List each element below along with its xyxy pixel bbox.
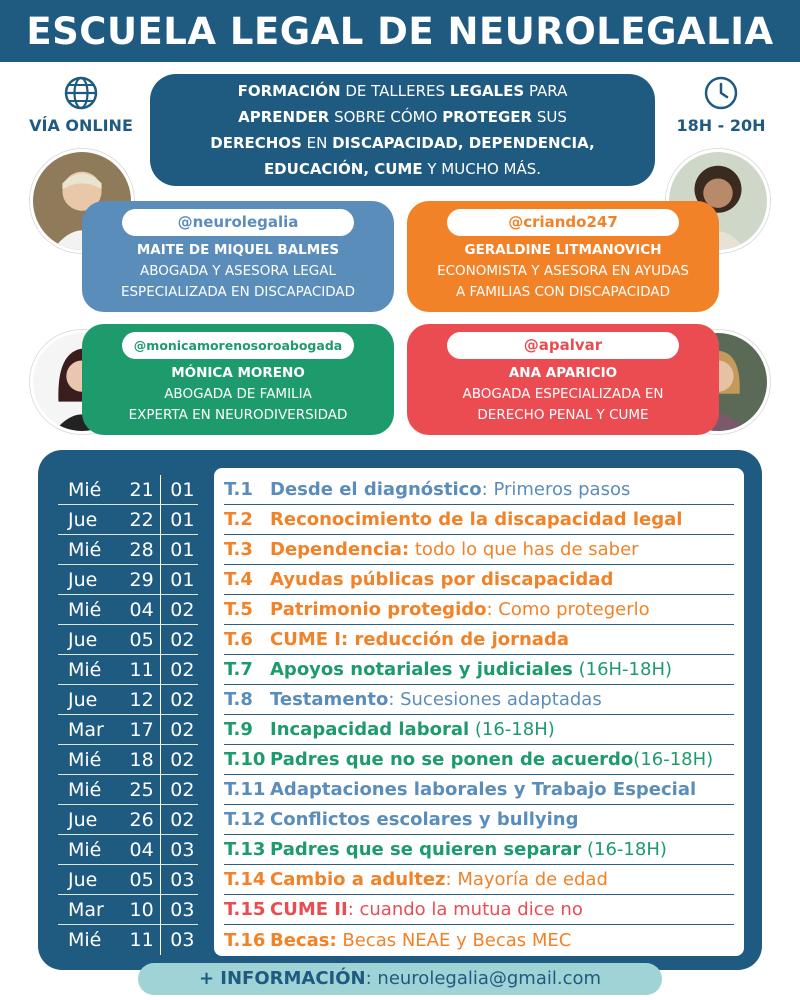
topic-title: Conflictos escolares y bullying	[270, 809, 579, 830]
speaker-role: ABOGADA DE FAMILIA	[164, 386, 312, 402]
date-weekday: Mar	[68, 898, 104, 921]
date-day: 29	[114, 565, 161, 595]
topic-number: T.6	[224, 629, 253, 650]
topic-title: Reconocimiento de la discapacidad legal	[270, 509, 683, 530]
date-row	[58, 595, 198, 625]
topic-detail: : cuando la mutua dice no	[347, 899, 583, 920]
speaker-handle[interactable]: @criando247	[447, 209, 679, 236]
date-month: 02	[170, 748, 195, 771]
topic-title: Apoyos notariales y judiciales	[270, 659, 573, 680]
date-day: 28	[114, 535, 161, 565]
topic-row	[224, 535, 734, 565]
date-day: 26	[114, 805, 161, 835]
speaker-role: ESPECIALIZADA EN DISCAPACIDAD	[120, 284, 356, 300]
date-month: 03	[170, 868, 195, 891]
date-row	[58, 625, 198, 655]
date-row	[58, 685, 198, 715]
date-day: 11	[114, 925, 161, 955]
date-month: 03	[170, 838, 195, 861]
date-day: 17	[114, 715, 161, 745]
topic-detail: (16-18H)	[581, 839, 667, 860]
header-bar	[0, 0, 800, 62]
topic-row	[224, 745, 734, 775]
date-weekday: Jue	[68, 628, 98, 651]
date-row	[58, 655, 198, 685]
topic-row	[224, 625, 734, 655]
speaker-role: DERECHO PENAL Y CUME	[477, 407, 649, 423]
date-day: 10	[114, 895, 161, 925]
topic-detail: todo lo que has de saber	[409, 539, 639, 560]
date-month: 01	[170, 508, 195, 531]
date-row	[58, 775, 198, 805]
date-weekday: Jue	[68, 688, 98, 711]
date-row	[58, 895, 198, 925]
topic-row	[224, 925, 734, 955]
date-row	[58, 805, 198, 835]
date-day: 04	[114, 835, 161, 865]
date-weekday: Mié	[68, 929, 102, 951]
speaker-role: EXPERTA EN NEURODIVERSIDAD	[128, 407, 348, 423]
topic-row	[224, 505, 734, 535]
date-month: 01	[170, 538, 195, 561]
date-month: 02	[170, 598, 195, 621]
date-row	[58, 865, 198, 895]
date-day: 12	[114, 685, 161, 715]
topic-row	[224, 685, 734, 715]
date-day: 04	[114, 595, 161, 625]
topic-number: T.8	[224, 689, 253, 710]
topic-row	[224, 895, 734, 925]
topic-number: T.11	[224, 779, 266, 800]
topic-detail: : Primeros pasos	[481, 479, 631, 500]
topic-row	[224, 775, 734, 805]
topic-row	[224, 595, 734, 625]
speaker-handle[interactable]: @monicamorenosoroabogada	[122, 332, 354, 359]
date-month: 03	[170, 929, 195, 951]
date-row	[58, 565, 198, 595]
date-weekday: Mar	[68, 718, 104, 741]
topic-row	[224, 475, 734, 505]
date-row	[58, 505, 198, 535]
date-day: 05	[114, 865, 161, 895]
topic-title: Becas:	[270, 929, 337, 951]
speaker-name: MAITE DE MIQUEL BALMES	[136, 242, 340, 258]
topic-number: T.7	[224, 659, 253, 680]
footer-label: + INFORMACIÓN	[198, 968, 366, 989]
date-day: 21	[114, 475, 161, 505]
speaker-card	[82, 324, 394, 435]
date-weekday: Jue	[68, 868, 98, 891]
topic-row	[224, 805, 734, 835]
date-weekday: Mié	[68, 598, 102, 621]
date-row	[58, 475, 198, 505]
speaker-handle[interactable]: @neurolegalia	[122, 209, 354, 236]
date-month: 02	[170, 808, 195, 831]
date-row	[58, 535, 198, 565]
date-row	[58, 835, 198, 865]
date-month: 02	[170, 718, 195, 741]
topic-title: Incapacidad laboral	[270, 719, 470, 740]
topic-number: T.5	[224, 599, 253, 620]
date-row	[58, 925, 198, 955]
online-label: VÍA ONLINE	[29, 116, 133, 135]
speaker-role: ABOGADA Y ASESORA LEGAL	[140, 263, 336, 279]
speaker-handle[interactable]: @apalvar	[447, 332, 679, 359]
speaker-role: A FAMILIAS CON DISCAPACIDAD	[455, 284, 671, 300]
date-month: 02	[170, 628, 195, 651]
date-weekday: Mié	[68, 478, 102, 501]
contact-footer[interactable]	[138, 963, 662, 995]
online-info	[20, 76, 142, 135]
topic-number: T.15	[224, 899, 266, 920]
footer-email[interactable]: : neurolegalia@gmail.com	[365, 968, 602, 989]
date-day: 22	[114, 505, 161, 535]
topic-number: T.12	[224, 809, 266, 830]
topic-list	[214, 468, 744, 956]
topic-row	[224, 565, 734, 595]
topic-title: Desde el diagnóstico	[270, 479, 482, 500]
topic-title: Padres que no se ponen de acuerdo	[270, 749, 634, 770]
intro-banner: FORMACIÓN DE TALLERES LEGALES PARA APRENDER SOBRE CÓMO PROTEGER SUS DERECHOS EN DISCAPACIDAD, DEPENDENCIA, EDUCACIÓN, CUME Y MUCHO MÁS.	[150, 74, 655, 186]
date-day: 05	[114, 625, 161, 655]
topic-detail: : Como protegerlo	[486, 599, 650, 620]
topic-number: T.4	[224, 569, 253, 590]
speaker-role: ECONOMISTA Y ASESORA EN AYUDAS	[437, 263, 689, 279]
time-label: 18H - 20H	[676, 116, 766, 135]
topic-title: CUME II	[270, 899, 348, 920]
date-weekday: Mié	[68, 658, 102, 681]
speaker-card	[407, 324, 719, 435]
topic-number: T.9	[224, 719, 253, 740]
date-month: 02	[170, 688, 195, 711]
page-title: ESCUELA LEGAL DE NEUROLEGALIA	[26, 9, 774, 53]
globe-icon	[64, 76, 98, 110]
topic-detail: : Sucesiones adaptadas	[388, 689, 602, 710]
topic-title: Dependencia:	[270, 539, 410, 560]
date-row	[58, 715, 198, 745]
topic-detail: (16-18H)	[633, 749, 714, 770]
clock-icon	[704, 76, 738, 110]
speaker-name: GERALDINE LITMANOVICH	[464, 242, 662, 258]
topic-title: Patrimonio protegido	[270, 599, 487, 620]
topic-row	[224, 715, 734, 745]
topic-number: T.13	[224, 839, 266, 860]
date-weekday: Mié	[68, 748, 102, 771]
date-weekday: Mié	[68, 538, 102, 561]
date-weekday: Jue	[68, 508, 98, 531]
topic-title: Ayudas públicas por discapacidad	[270, 569, 614, 590]
speaker-name: MÓNICA MORENO	[171, 365, 305, 381]
date-weekday: Mié	[68, 838, 102, 861]
topic-number: T.3	[224, 539, 253, 560]
topic-number: T.1	[224, 479, 253, 500]
date-list	[58, 475, 198, 955]
date-month: 01	[170, 568, 195, 591]
topic-title: Adaptaciones laborales y Trabajo Especial	[270, 779, 697, 800]
date-weekday: Mié	[68, 778, 102, 801]
topic-title: CUME I: reducción de jornada	[270, 629, 569, 650]
date-month: 03	[170, 898, 195, 921]
speaker-card	[407, 201, 719, 312]
schedule-time-info	[660, 76, 782, 135]
date-weekday: Jue	[68, 568, 98, 591]
date-weekday: Jue	[68, 808, 98, 831]
date-month: 02	[170, 778, 195, 801]
topic-title: Padres que se quieren separar	[270, 839, 582, 860]
topic-detail: Becas NEAE y Becas MEC	[336, 929, 572, 951]
topic-title: Testamento	[270, 689, 389, 710]
topic-number: T.2	[224, 509, 253, 530]
topic-number: T.10	[224, 749, 266, 770]
speaker-name: ANA APARICIO	[508, 365, 618, 381]
topic-detail: : Mayoría de edad	[445, 869, 608, 890]
topic-number: T.14	[224, 869, 266, 890]
date-day: 25	[114, 775, 161, 805]
topic-detail: (16-18H)	[469, 719, 555, 740]
topic-row	[224, 865, 734, 895]
topic-row	[224, 655, 734, 685]
topic-row	[224, 835, 734, 865]
topic-title: Cambio a adultez	[270, 869, 446, 890]
speaker-card	[82, 201, 394, 312]
date-day: 11	[114, 655, 161, 685]
date-day: 18	[114, 745, 161, 775]
topic-number: T.16	[224, 929, 266, 951]
date-row	[58, 745, 198, 775]
speaker-role: ABOGADA ESPECIALIZADA EN	[462, 386, 664, 402]
date-month: 01	[170, 478, 195, 501]
topic-detail: (16H-18H)	[572, 659, 673, 680]
date-month: 02	[170, 658, 195, 681]
